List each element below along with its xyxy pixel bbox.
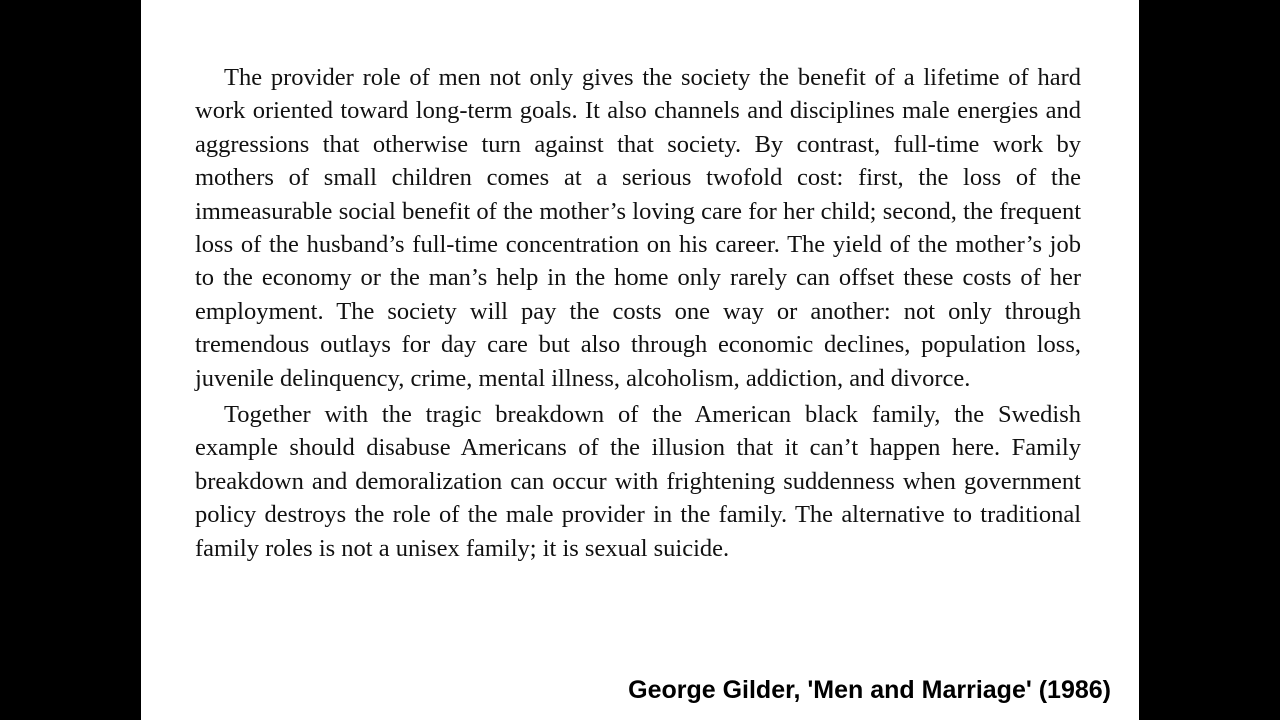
source-attribution: George Gilder, 'Men and Marriage' (1986) [628,676,1111,704]
quote-text [195,61,1081,565]
paragraph-1: The provider role of men not only gives the society the benefit of a lifetime of hard work oriented toward long-term goals. It also channels and disciplines male energies and aggressions that otherwise turn against that society. By contrast, full-time work by mothers of small children comes at a serious twofold cost: first, the loss of the immeasurable social benefit of the mother’s loving care for her child; second, the frequent loss of the husband’s full-time concentration on his career. The yield of the mother’s job to the economy or the man’s help in the home only rarely can offset these costs of her employment. The society will pay the costs one way or another: not only through tremendous outlays for day care but also through economic declines, population loss, juvenile delinquency, crime, mental illness, alcoholism, addiction, and divorce. [195,64,1081,392]
document-page [141,0,1139,720]
paragraph-2: Together with the tragic breakdown of the American black family, the Swedish example should disabuse Americans of the illusion that it can’t happen here. Family breakdown and demoralization can occur with frightening suddenness when government policy destroys the role of the male provider in the family. The alternative to traditional family roles is not a unisex family; it is sexual suicide. [195,401,1081,562]
